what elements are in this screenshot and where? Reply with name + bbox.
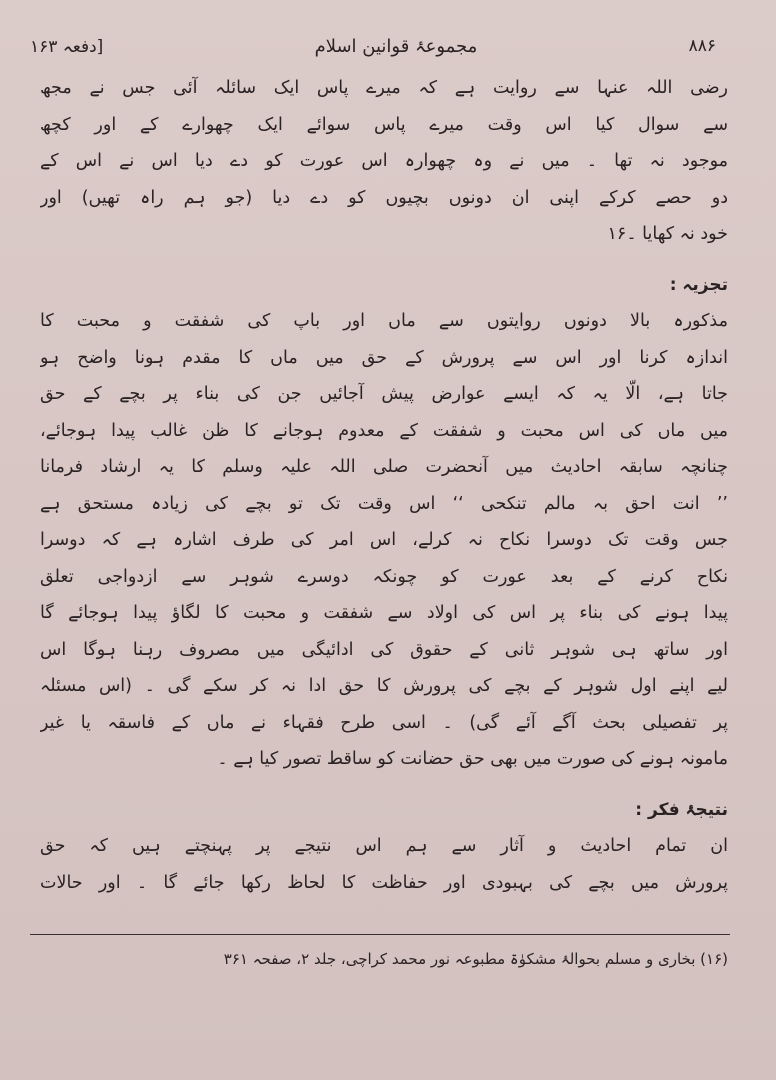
heading-analysis: تجزیہ : bbox=[669, 274, 728, 295]
section-label: [دفعہ ۱۶۳ bbox=[30, 36, 104, 57]
text-line: جس وقت تک دوسرا نکاح نہ کرلے، اس امر کی طرف اشارہ ہے کہ دوسرا bbox=[40, 530, 728, 550]
text-line: موجود نہ تھا ۔ میں نے وہ چھوارہ اس عورت کو دے دیا اس نے اس کے bbox=[40, 151, 728, 171]
page-number: ۸۸۶ bbox=[688, 36, 716, 56]
paragraph-1 bbox=[40, 70, 728, 253]
text-line: پیدا ہونے کی بناء پر اس کی اولاد سے شفقت و محبت کا لگاؤ پیدا ہوجائے گا bbox=[40, 603, 728, 623]
text-line: سے سوال کیا اس وقت میرے پاس سوائے ایک چھوارے کے اور کچھ bbox=[40, 114, 728, 135]
paragraph-3 bbox=[40, 828, 728, 901]
text-line: پر تفصیلی بحث آگے آئے گی) ۔ اسی طرح فقہاء نے ماں کے فاسقہ یا غیر bbox=[40, 712, 728, 733]
footnote-divider bbox=[30, 934, 730, 935]
text-line: میں ماں کی اس محبت و شفقت کے معدوم ہوجانے کا ظن غالب پیدا ہوجائے، bbox=[40, 420, 728, 441]
page-body bbox=[40, 70, 728, 901]
heading-conclusion: نتیجۂ فکر : bbox=[635, 799, 728, 820]
text-line: دو حصے کرکے اپنی ان دونوں بچیوں کو دے دیا (جو ہم راہ تھیں) اور bbox=[40, 187, 728, 208]
text-line: مذکورہ بالا دونوں روایتوں سے ماں اور باپ کی شفقت و محبت کا bbox=[40, 311, 728, 331]
text-line: چنانچہ سابقہ احادیث میں آنحضرت صلی اللہ علیہ وسلم کا یہ ارشاد فرمانا bbox=[40, 457, 728, 477]
text-line: مامونہ ہونے کی صورت میں بھی حق حضانت کو ساقط تصور کیا ہے ۔ bbox=[217, 749, 728, 769]
text-line: رضی اللہ عنہا سے روایت ہے کہ میرے پاس ایک سائلہ آئی جس نے مجھ bbox=[40, 78, 728, 98]
text-line: ’’ انت احق بہ مالم تنکحی ‘‘ اس وقت تک تو بچے کی زیادہ مستحق ہے bbox=[40, 493, 728, 514]
text-line: نکاح کرنے کے بعد عورت کو چونکہ دوسرے شوہر سے ازدواجی تعلق bbox=[40, 566, 728, 587]
text-line: لیے اپنے اول شوہر کے بچے کی پرورش کا حق ادا نہ کر سکے گی ۔ (اس مسئلہ bbox=[40, 676, 728, 696]
running-title: مجموعۂ قوانین اسلام bbox=[314, 35, 478, 57]
text-line: جاتا ہے، الّا یہ کہ ایسے عوارض پیش آجائیں جن کی بناء پر بچے کے حق bbox=[40, 384, 728, 404]
paragraph-2 bbox=[40, 303, 728, 778]
text-line: اور ساتھ ہی شوہر ثانی کے حقوق کی ادائیگی میں مصروف رہنا ہوگا اس bbox=[40, 639, 728, 660]
text-line: ان تمام احادیث و آثار سے ہم اس نتیجے پر پہنچتے ہیں کہ حق bbox=[40, 836, 728, 856]
text-line: پرورش میں بچے کی بہبودی اور حفاظت کا لحاظ رکھا جائے گا ۔ اور حالات bbox=[40, 872, 728, 893]
footnote: (۱۶) بخاری و مسلم بحوالۂ مشکوٰۃ مطبوعہ نور محمد کراچی، جلد ۲، صفحہ ۳۶۱ bbox=[223, 950, 728, 968]
page-header bbox=[30, 28, 716, 64]
text-line: خود نہ کھایا ۔۱۶ bbox=[607, 224, 728, 244]
text-line: اندازہ کرنا اور اس سے پرورش کے حق میں ماں کا مقدم ہونا واضح ہو bbox=[40, 347, 728, 368]
